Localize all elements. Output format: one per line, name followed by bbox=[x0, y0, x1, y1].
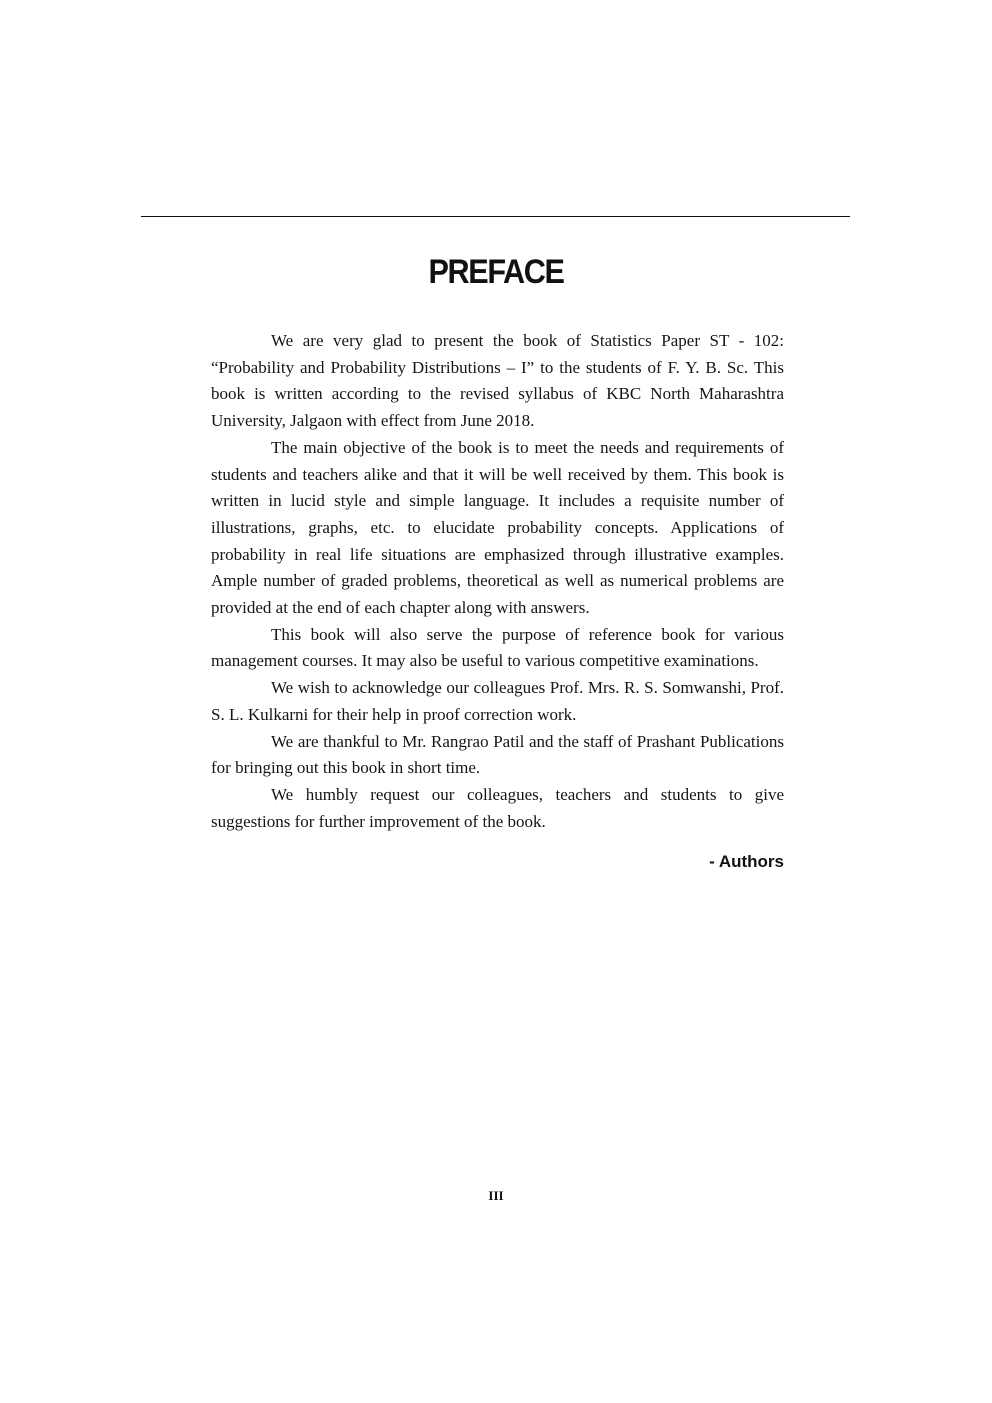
paragraph-publisher-thanks: We are thankful to Mr. Rangrao Patil and the staff of Prashant Publications for bringing out this book in short time. bbox=[211, 731, 784, 778]
page-number: III bbox=[488, 1188, 504, 1203]
authors-signature: - Authors bbox=[709, 852, 784, 871]
paragraph-request: We humbly request our colleagues, teachers and students to give suggestions for further improvement of the book. bbox=[211, 784, 784, 831]
paragraph-reference-use: This book will also serve the purpose of reference book for various management courses. It may also be useful to various competitive examinations. bbox=[211, 624, 784, 671]
paragraph-acknowledgement: We wish to acknowledge our colleagues Prof. Mrs. R. S. Somwanshi, Prof. S. L. Kulkarni for their help in proof correction work. bbox=[211, 678, 784, 724]
preface-body bbox=[211, 328, 784, 835]
page-title: PREFACE bbox=[428, 253, 564, 291]
paragraph-intro: We are very glad to present the book of Statistics Paper ST - 102: “Probability and Probability Distributions – I” to the students of F. Y. B. Sc. This book is written according to the revised syllabus of KBC North Maharashtra University, Jalgaon with effect from June 2018. bbox=[211, 331, 784, 431]
header-rule bbox=[141, 216, 850, 217]
paragraph-objective: The main objective of the book is to meet the needs and requirements of students and teachers alike and that it will be well received by them. This book is written in lucid style and simple language. It includes a requisite number of illustrations, graphs, etc. to elucidate probability concepts. Applications of probability in real life situations are emphasized through illustrative examples. Ample number of graded problems, theoretical as well as numerical problems are provided at the end of each chapter along with answers. bbox=[211, 437, 784, 618]
